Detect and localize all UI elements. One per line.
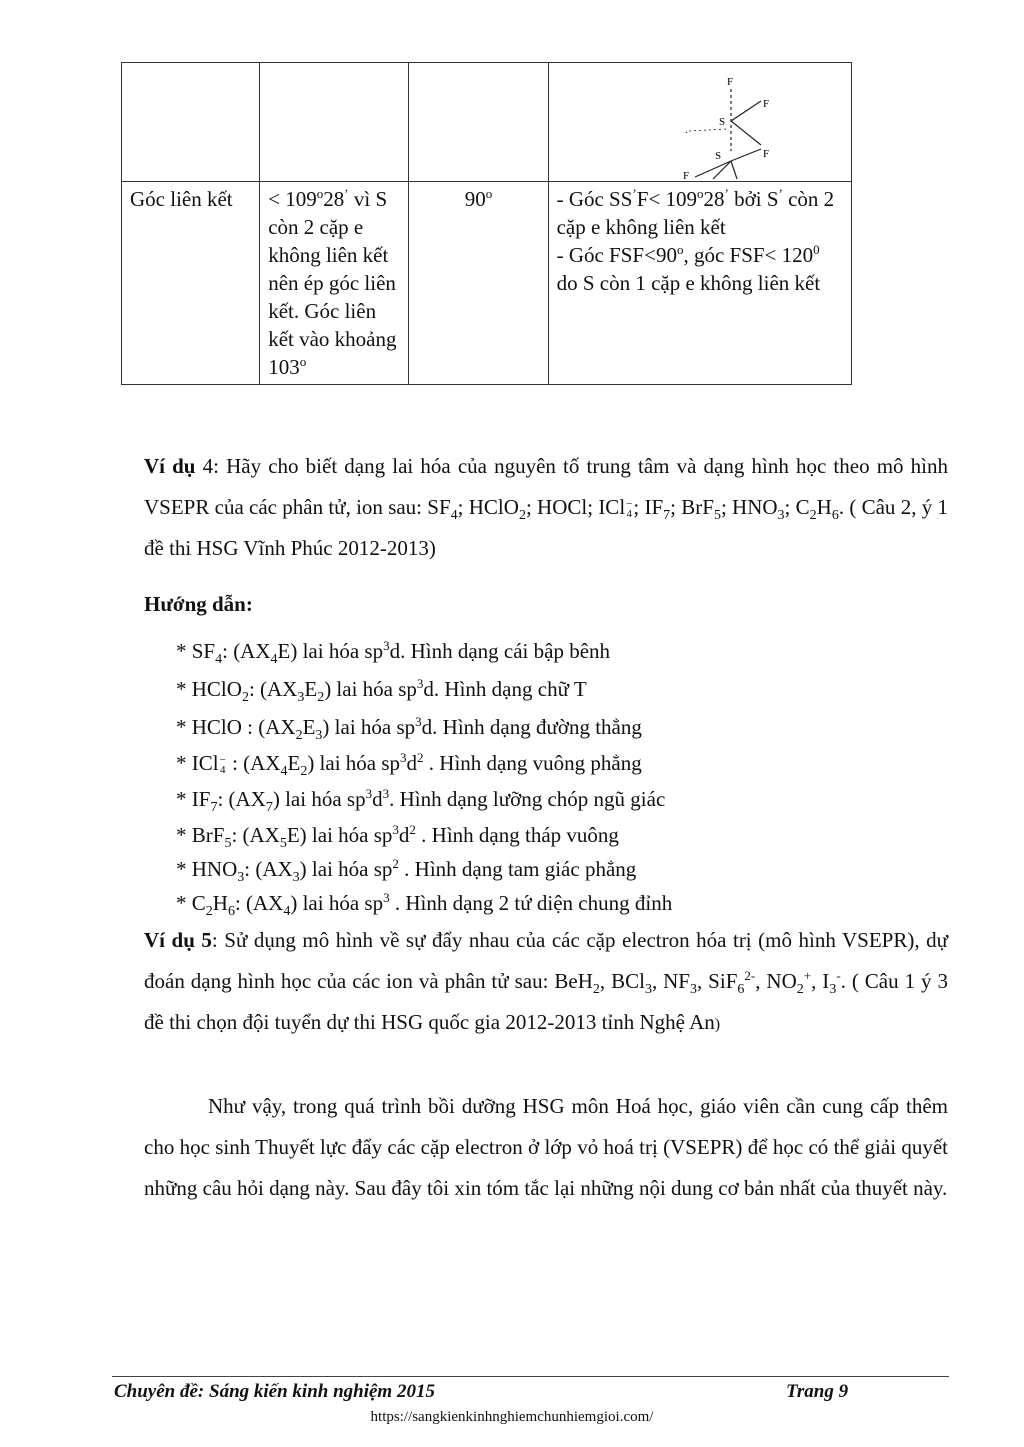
t: d — [406, 751, 418, 775]
text: ) — [714, 1016, 721, 1033]
charge-sub: 4 — [626, 508, 633, 521]
list-item — [176, 886, 956, 920]
t: * HClO : (AX — [176, 715, 296, 739]
cell-text: < 109 — [268, 187, 317, 211]
s: 4 — [215, 652, 223, 668]
t: E — [302, 715, 316, 739]
p: 2 — [392, 856, 399, 871]
t: . Hình dạng 2 tứ diện chung đỉnh — [389, 891, 673, 915]
atom-label: F — [726, 76, 733, 88]
atom-label: F — [762, 98, 769, 110]
t: E — [304, 677, 318, 701]
t: ) lai hóa sp — [322, 715, 416, 739]
sub: 3 — [829, 982, 837, 998]
t: * HClO — [176, 677, 242, 701]
sub: 6 — [737, 982, 745, 998]
sup: - — [836, 968, 841, 983]
paragraph: Như vậy, trong quá trình bồi dưỡng HSG môn Hoá học, giáo viên cần cung cấp thêm cho học sinh Thuyết lực đẩy các cặp electron ở lớp vỏ hoá trị (VSEPR) để học có thể giải quyết những câu hỏi dạng này. Sau đây tôi xin tóm tắc lại những nội dung cơ bản nhất của thuyết này. — [144, 1094, 948, 1200]
row-label — [122, 182, 260, 385]
example-number: 4 — [195, 454, 214, 478]
s: 3 — [237, 870, 245, 886]
p: 3 — [392, 822, 399, 837]
atom-label: . — [684, 124, 688, 136]
cell-sup: o — [676, 242, 684, 257]
s: 5 — [224, 836, 232, 852]
t: ) lai hóa sp — [299, 857, 393, 881]
sup: 2- — [744, 968, 756, 983]
table-cell — [409, 63, 548, 182]
guide-list — [176, 632, 956, 920]
text: : Sử dụng mô hình về sự đẩy nhau của các cặp electron hóa trị (mô hình VSEPR), dự đoán dạng hình học của các ion và phân tử sau: BeH — [144, 928, 949, 993]
t: * BrF — [176, 823, 225, 847]
p: 3 — [365, 786, 373, 801]
sub: 3 — [777, 508, 785, 524]
t: ) lai hóa sp — [324, 677, 417, 701]
t: d — [372, 787, 383, 811]
t: d. Hình dạng đường thẳng — [421, 715, 642, 739]
sup: + — [803, 968, 812, 983]
s: 2 — [295, 728, 303, 744]
ion-charge — [626, 499, 632, 519]
s: 7 — [210, 800, 218, 816]
t: * IF — [176, 787, 211, 811]
atom-label: S — [718, 116, 725, 128]
sub: 6 — [831, 508, 839, 524]
table-cell — [260, 182, 409, 385]
t: ) lai hóa sp — [272, 787, 366, 811]
t: E) lai hóa sp — [286, 823, 393, 847]
bond-angle-table — [121, 62, 852, 385]
s2f2-structure-diagram — [649, 69, 789, 181]
t: : (AX — [244, 857, 293, 881]
sub: 3 — [644, 982, 652, 998]
cell-text: bởi S — [728, 187, 779, 211]
t: : (AX — [234, 891, 284, 915]
text: , I — [811, 969, 830, 993]
table-cell — [122, 63, 260, 182]
example-label: Ví dụ 5 — [144, 928, 212, 952]
t: * C — [176, 891, 206, 915]
t: E — [287, 751, 301, 775]
cell-text: F< 109 — [636, 187, 698, 211]
guide-heading: Hướng dẫn: — [144, 592, 253, 616]
sub: 7 — [663, 508, 671, 524]
atom-label: S — [714, 150, 721, 162]
text: ; HNO — [720, 495, 778, 519]
footer — [114, 1381, 934, 1403]
text: , NO — [755, 969, 797, 993]
list-item — [176, 670, 956, 708]
t: * SF — [176, 639, 216, 663]
p: 2 — [417, 750, 424, 765]
t: ) lai hóa sp — [290, 891, 384, 915]
p: 3 — [416, 676, 424, 691]
text: H — [816, 495, 832, 519]
t: H — [212, 891, 228, 915]
footer-url[interactable]: https://sangkienkinhnghiemchunhiemgioi.com/ — [370, 1409, 654, 1425]
t: * ICl — [176, 751, 219, 775]
s: 3 — [315, 728, 323, 744]
sub: 2 — [592, 982, 600, 998]
list-item — [176, 852, 956, 886]
list-item — [176, 632, 956, 670]
t: E) lai hóa sp — [277, 639, 384, 663]
text: : Hãy cho biết dạng lai hóa của nguyên tố trung tâm và dạng hình học theo mô hình VSEPR của các phân tử, ion sau: SF — [144, 454, 949, 519]
t: : (AX — [226, 751, 281, 775]
t: . Hình dạng tam giác phẳng — [398, 857, 637, 881]
s: 5 — [279, 836, 287, 852]
p: 3 — [415, 714, 422, 729]
cell-sup: ’ — [344, 186, 349, 201]
table-cell — [260, 63, 409, 182]
charge-sign: − — [219, 754, 226, 767]
cell-sup: o — [316, 186, 324, 201]
cell-text: - Góc SS — [556, 187, 633, 211]
cell-text: vì S còn 2 cặp e không liên kết nên ép góc liên kết. Góc liên kết vào khoảng 103 — [268, 187, 397, 379]
text: , SiF — [696, 969, 738, 993]
footer-title: Chuyên đề: Sáng kiến kinh nghiệm 2015 — [114, 1381, 435, 1402]
p: 3 — [383, 638, 390, 653]
cell-sup: ’ — [724, 186, 729, 201]
s: 2 — [300, 764, 308, 780]
cell-text: - Góc FSF<90 — [556, 243, 677, 267]
p: 3 — [382, 786, 390, 801]
s: 4 — [283, 904, 291, 920]
cell-text: , góc FSF< 120 — [683, 243, 814, 267]
atom-label: F — [762, 148, 769, 160]
t: . Hình dạng vuông phẳng — [423, 751, 642, 775]
text: ; HClO — [457, 495, 519, 519]
sub: 5 — [713, 508, 721, 524]
text: ; IF — [633, 495, 664, 519]
text: . ( Câu 2, ý 1 đề thi HSG Vĩnh Phúc 2012-2013) — [144, 495, 948, 560]
table-cell — [409, 182, 548, 385]
t: . Hình dạng tháp vuông — [415, 823, 619, 847]
p: 2 — [409, 822, 416, 837]
s: 7 — [265, 800, 273, 816]
p: 3 — [383, 890, 390, 905]
cell-sup: 0 — [813, 242, 820, 257]
s: 2 — [317, 690, 325, 706]
s: 2 — [241, 690, 249, 706]
t: * HNO — [176, 857, 238, 881]
cell-text: do S còn 1 cặp e không liên kết — [556, 271, 821, 295]
s: 4 — [270, 652, 278, 668]
list-item — [176, 708, 956, 746]
s: 2 — [205, 904, 213, 920]
text: . ( Câu 1 ý 3 đề thi chọn đội tuyển dự thi HSG quốc gia 2012-2013 tỉnh Nghệ An — [144, 969, 948, 1034]
t: ) lai hóa sp — [307, 751, 401, 775]
text: , BCl — [599, 969, 645, 993]
cell-sup: o — [697, 186, 704, 201]
t: d. Hình dạng cái bập bênh — [389, 639, 611, 663]
sub: 2 — [796, 982, 804, 998]
cell-text: còn 2 cặp e không liên kết — [556, 187, 835, 239]
example-label: Ví dụ — [144, 454, 196, 478]
ion-charge — [220, 755, 226, 775]
cell-sup: ’ — [778, 186, 783, 201]
charge-sign: − — [626, 498, 633, 511]
text: ; C — [784, 495, 810, 519]
list-item — [176, 780, 956, 818]
cell-sup: ’ — [632, 186, 637, 201]
charge-sub: 4 — [219, 764, 226, 777]
cell-text: 28 — [703, 187, 725, 211]
sub: 2 — [518, 508, 526, 524]
atom-label: F — [682, 170, 689, 181]
cell-line — [557, 185, 843, 241]
cell-text: 90 — [464, 187, 486, 211]
footer-divider — [112, 1376, 949, 1377]
text: , NF — [651, 969, 690, 993]
page-number: Trang 9 — [786, 1381, 849, 1402]
t: : (AX — [217, 787, 266, 811]
sub: 4 — [450, 508, 458, 524]
t: d. Hình dạng chữ T — [423, 677, 587, 701]
list-item — [176, 746, 956, 780]
s: 4 — [280, 764, 288, 780]
t: : (AX — [248, 677, 298, 701]
table-cell — [548, 182, 851, 385]
table-row — [122, 63, 852, 182]
cell-sup: o — [485, 186, 493, 201]
s: 3 — [297, 690, 305, 706]
list-item — [176, 818, 956, 852]
t: : (AX — [222, 639, 271, 663]
t: . Hình dạng lưỡng chóp ngũ giác — [389, 787, 666, 811]
s: 3 — [292, 870, 300, 886]
example-5 — [144, 920, 948, 1045]
cell-text: 28 — [323, 187, 345, 211]
row-label-text: Góc liên kết — [130, 187, 233, 211]
sub: 2 — [809, 508, 817, 524]
t: : (AX — [231, 823, 280, 847]
text: ; HOCl; ICl — [525, 495, 626, 519]
table-cell — [548, 63, 851, 182]
text: ; BrF — [670, 495, 714, 519]
p: 3 — [400, 750, 407, 765]
s: 6 — [227, 904, 235, 920]
sub: 3 — [689, 982, 697, 998]
example-4 — [144, 446, 948, 569]
cell-line — [557, 241, 843, 297]
table-row — [122, 182, 852, 385]
t: d — [398, 823, 410, 847]
cell-sup: o — [299, 354, 307, 369]
